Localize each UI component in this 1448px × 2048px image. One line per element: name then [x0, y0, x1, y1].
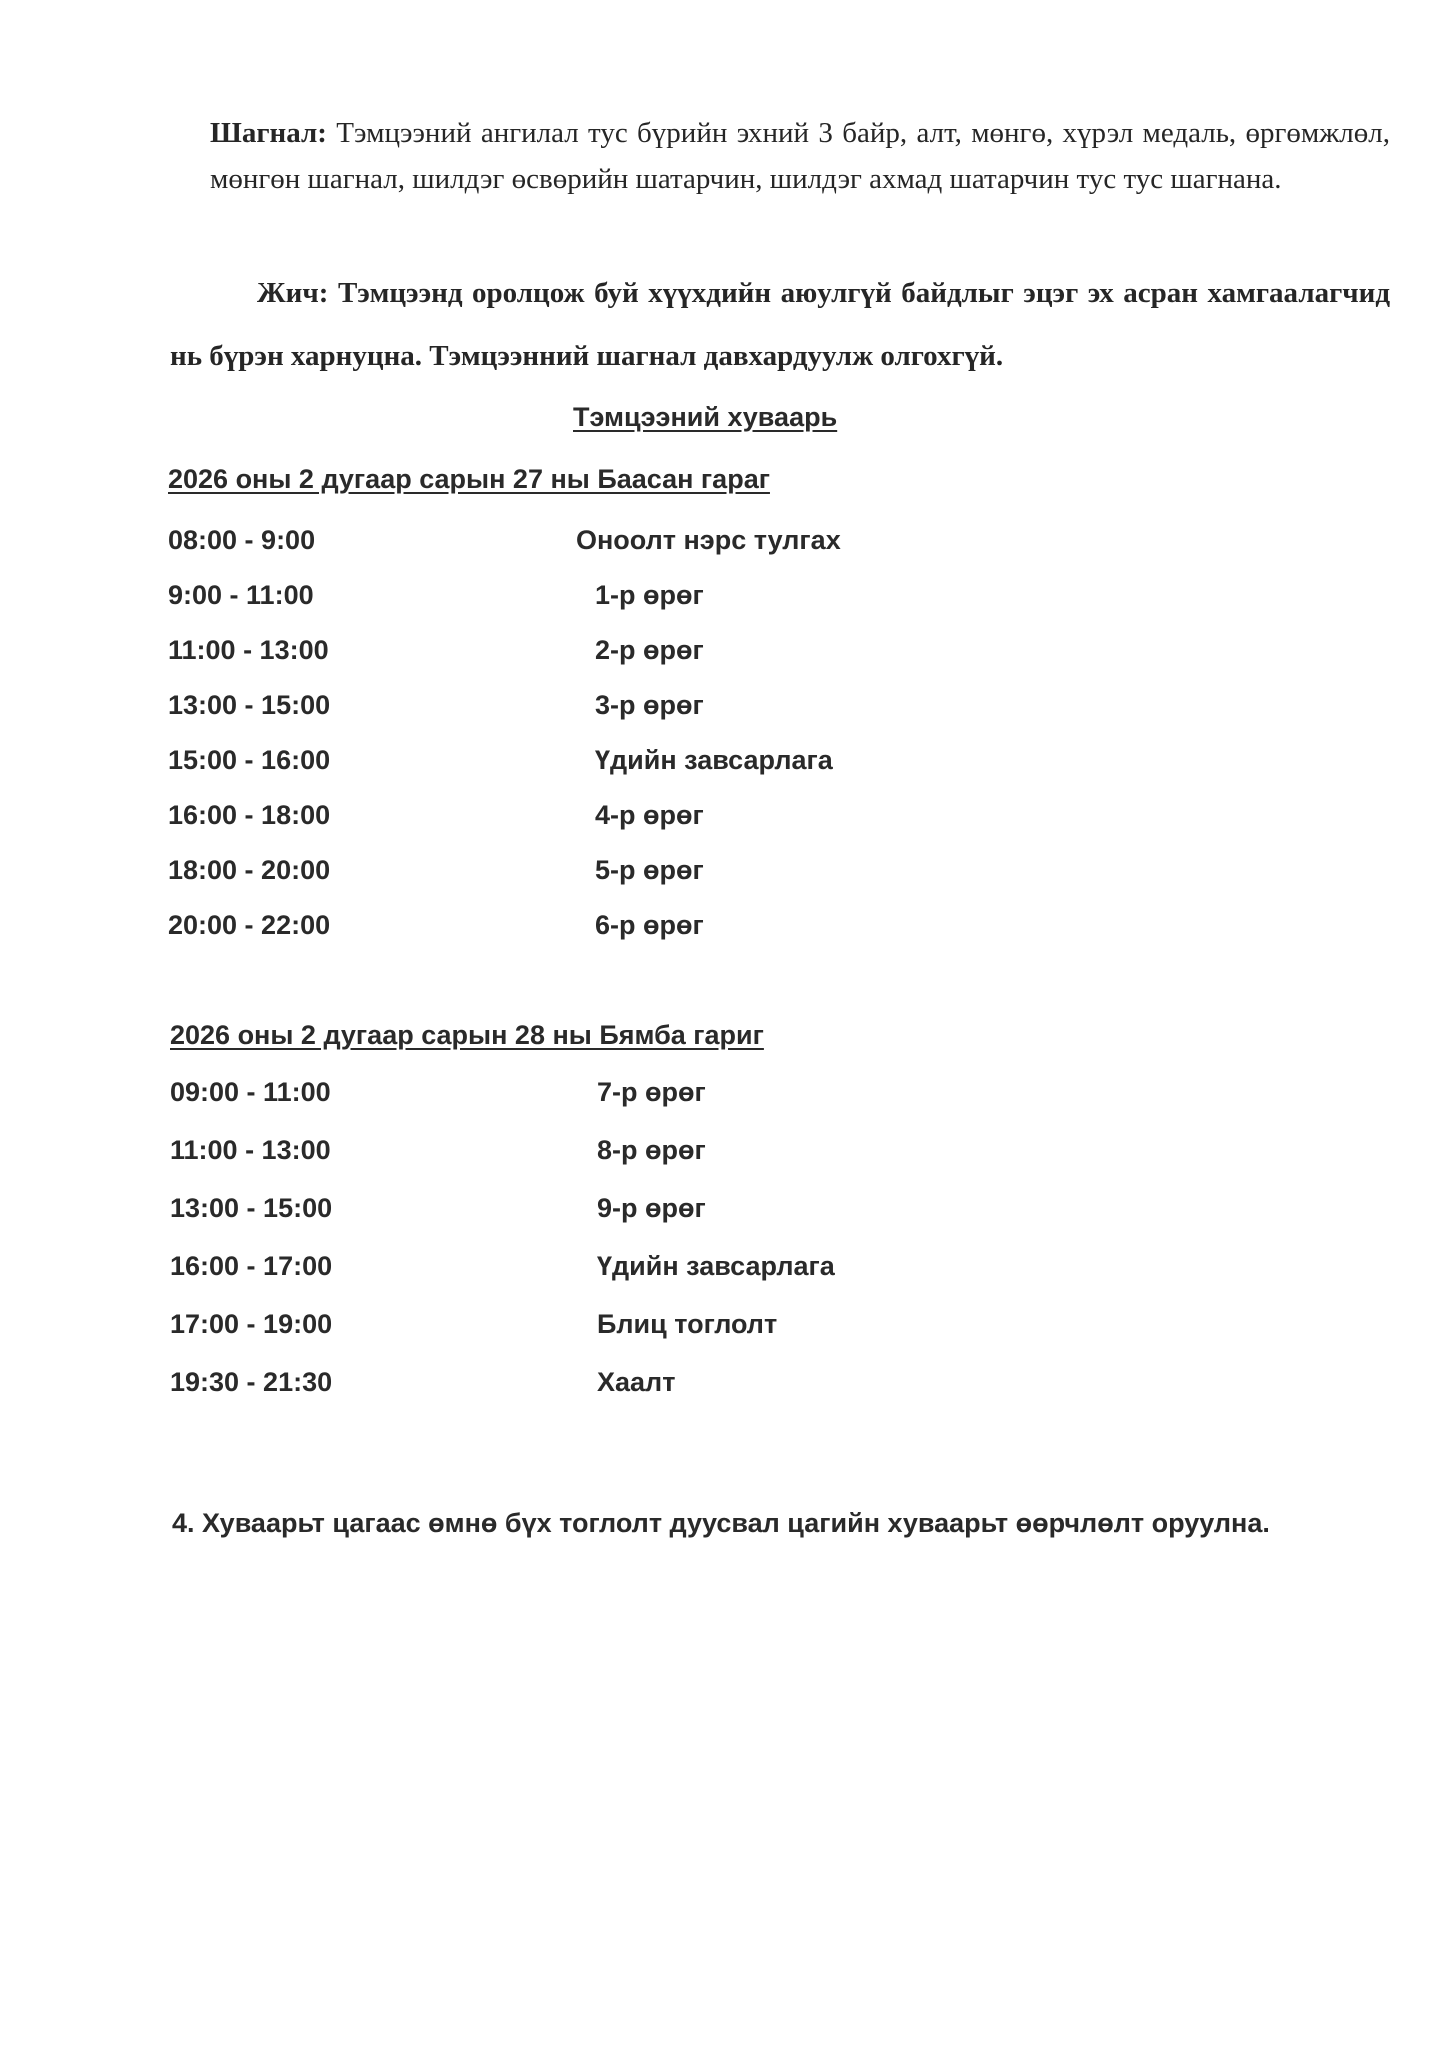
row-time: 16:00 - 17:00	[170, 1251, 333, 1281]
row-event: Оноолт нэрс тулгах	[576, 525, 841, 555]
row-time: 17:00 - 19:00	[170, 1309, 333, 1339]
row-time: 15:00 - 16:00	[168, 745, 331, 775]
award-text: Тэмцээний ангилал тус бүрийн эхний 3 байр, алт, мөнгө, хүрэл медаль, өргөмжлөл, мөнгөн шагнал, шилдэг өсвөрийн шатарчин, шилдэг ахмад шатарчин тус тус шагнана.	[210, 117, 1390, 195]
footer-note: 4. Хуваарьт цагаас өмнө бүх тоглолт дуусвал цагийн хуваарьт өөрчлөлт оруулна.	[172, 1508, 1270, 1538]
row-event: 4-р өрөг	[595, 800, 704, 830]
row-time: 09:00 - 11:00	[170, 1077, 331, 1107]
row-time: 11:00 - 13:00	[170, 1135, 331, 1165]
row-time: 9:00 - 11:00	[168, 580, 314, 610]
note-label: Жич:	[257, 277, 329, 309]
row-event: 3-р өрөг	[595, 690, 704, 720]
schedule-row	[168, 690, 1068, 724]
row-event: 7-р өрөг	[597, 1077, 706, 1107]
row-event: Блиц тоглолт	[597, 1309, 778, 1339]
day-heading-1: 2026 оны 2 дугаар сарын 27 ны Баасан гараг	[168, 464, 770, 494]
row-time: 16:00 - 18:00	[168, 800, 331, 830]
award-paragraph	[210, 110, 1390, 202]
row-event: 1-р өрөг	[595, 580, 704, 610]
note-text-block	[170, 262, 1390, 388]
row-time: 20:00 - 22:00	[168, 910, 331, 940]
schedule-row	[170, 1309, 1070, 1343]
row-event: 9-р өрөг	[597, 1193, 706, 1223]
row-event: Үдийн завсарлага	[595, 745, 833, 775]
schedule-row	[168, 635, 1068, 669]
row-event: 8-р өрөг	[597, 1135, 706, 1165]
award-label: Шагнал:	[210, 117, 327, 149]
row-time: 19:30 - 21:30	[170, 1367, 333, 1397]
row-event: 2-р өрөг	[595, 635, 704, 665]
row-event: Үдийн завсарлага	[597, 1251, 835, 1281]
row-time: 08:00 - 9:00	[168, 525, 316, 555]
schedule-row	[168, 855, 1068, 889]
day-heading-2: 2026 оны 2 дугаар сарын 28 ны Бямба гариг	[170, 1020, 764, 1050]
award-text-block	[210, 110, 1390, 202]
schedule-row	[168, 910, 1068, 944]
schedule-row	[168, 745, 1068, 779]
schedule-title: Тэмцээний хуваарь	[573, 402, 838, 432]
schedule-row	[170, 1193, 1070, 1227]
row-time: 18:00 - 20:00	[168, 855, 331, 885]
row-time: 13:00 - 15:00	[168, 690, 331, 720]
schedule-row	[170, 1077, 1070, 1111]
schedule-row	[170, 1367, 1070, 1401]
note-paragraph	[170, 262, 1390, 388]
row-event: Хаалт	[597, 1367, 676, 1397]
row-event: 5-р өрөг	[595, 855, 704, 885]
row-time: 13:00 - 15:00	[170, 1193, 333, 1223]
note-text: Тэмцээнд оролцож буй хүүхдийн аюулгүй байдлыг эцэг эх асран хамгаалагчид нь бүрэн харнуцна. Тэмцээнний шагнал давхардуулж олгохгүй.	[170, 277, 1390, 372]
row-event: 6-р өрөг	[595, 910, 704, 940]
row-time: 11:00 - 13:00	[168, 635, 329, 665]
schedule-row	[170, 1135, 1070, 1169]
schedule-row	[170, 1251, 1070, 1285]
schedule-row	[168, 580, 1068, 614]
schedule-row	[168, 525, 1068, 559]
schedule-row	[168, 800, 1068, 834]
